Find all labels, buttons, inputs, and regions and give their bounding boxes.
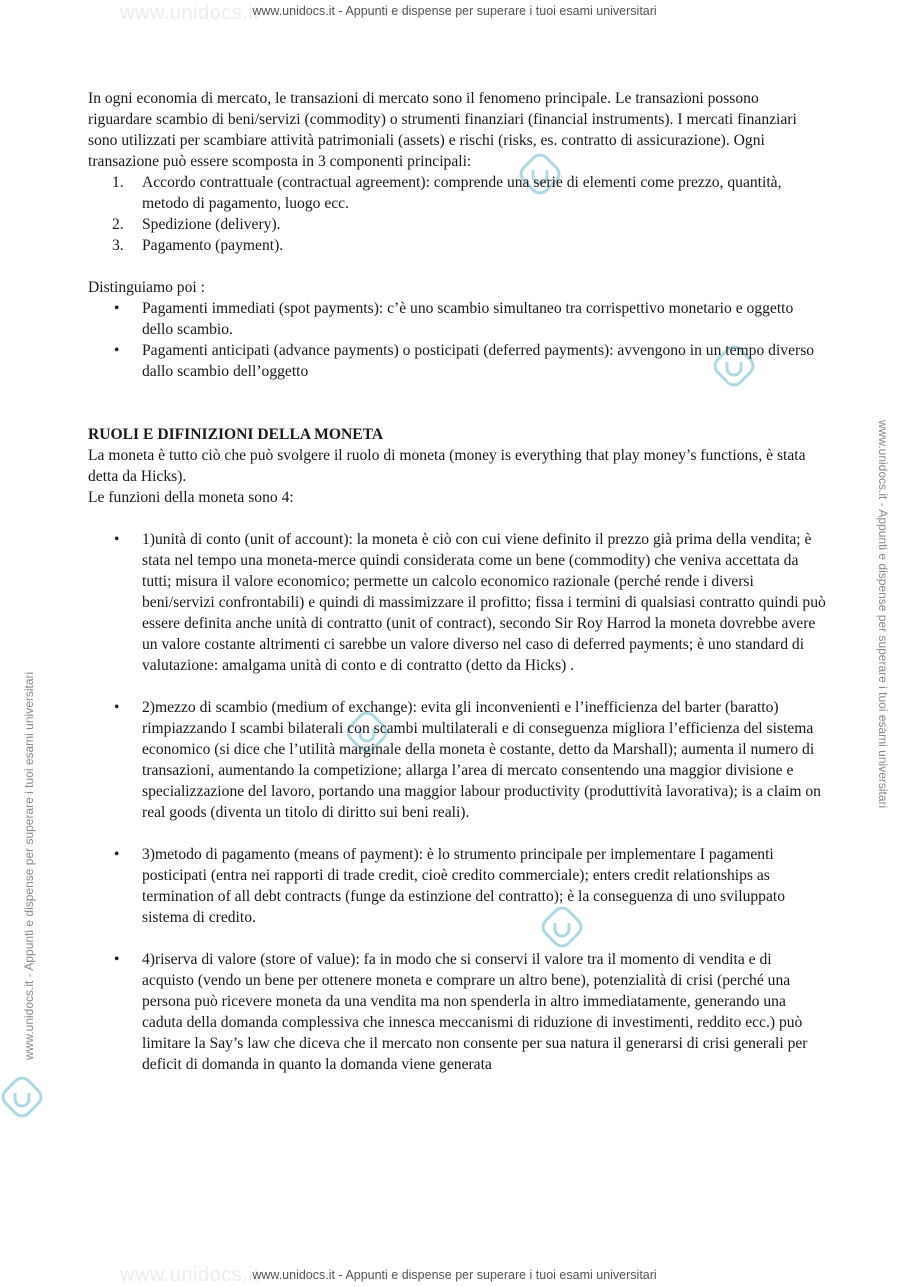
transaction-components-list (88, 172, 826, 256)
money-functions-list (88, 529, 826, 1075)
list-item (88, 340, 826, 382)
list-number: 1. (112, 174, 124, 191)
list-item (88, 844, 826, 928)
section-heading: RUOLI E DIFINIZIONI DELLA MONETA (88, 426, 384, 443)
list-item-text: Accordo contrattuale (contractual agreement): comprende una serie di elementi come prezzo, quantità, metodo di pagamento, luogo ecc. (142, 174, 782, 212)
list-item (88, 949, 826, 1075)
list-number: 3. (112, 237, 124, 254)
payments-list (88, 298, 826, 382)
bullet-icon: • (114, 699, 120, 716)
left-side-watermark: www.unidocs.it - Appunti e dispense per superare i tuoi esami universitari (22, 671, 36, 1060)
functions-intro: Le funzioni della moneta sono 4: (88, 489, 294, 506)
list-item-text: Spedizione (delivery). (142, 216, 281, 233)
unidocs-logo-watermark-icon (0, 1075, 44, 1119)
list-item (88, 697, 826, 823)
list-item-text: Pagamento (payment). (142, 237, 284, 254)
list-item-text: 4)riserva di valore (store of value): fa in modo che si conservi il valore tra il momento di vendita e di acquisto (vendo un bene per ottenere moneta e comprare un altro bene), potenzialità di crisi (perché una persona può ricevere moneta da una vendita ma non spenderla in altro immediatamente, generando una caduta della domanda complessiva che innesca meccanismi di riduzione di investimenti, reddito ecc.) può limitare la Say’s law che diceva che il mercato non consente per sua natura il generarsi di crisi generali per deficit di domanda in quanto la domanda viene generata (142, 951, 808, 1073)
list-item (88, 214, 826, 235)
bullet-icon: • (114, 846, 120, 863)
list-item (88, 235, 826, 256)
list-item-text: 1)unità di conto (unit of account): la moneta è ciò con cui viene definito il prezzo già prima della vendita; è stata nel tempo una moneta-merce quindi considerata come un bene (commodity) che veniva accettata da tutti; misura il valore economico; permette un calcolo economico razionale (perché rende i diversi beni/servizi confrontabili) e quindi di massimizzare il profitto; fissa i termini di qualsiasi contratto quindi può essere definita anche unità di contratto (unit of contract), secondo Sir Roy Harrod la moneta dovrebbe avere un valore costante altrimenti ci sarebbe un valore diverso nel caso di deferred payments; è uno standard di valutazione: amalgama unità di conto e di contratto (detto da Hicks) . (142, 531, 826, 674)
list-item (88, 298, 826, 340)
bullet-icon: • (114, 531, 120, 548)
right-side-watermark: www.unidocs.it - Appunti e dispense per superare i tuoi esami universitari (876, 420, 890, 809)
distinguish-paragraph: Distinguiamo poi : (88, 279, 205, 296)
bullet-icon: • (114, 300, 120, 317)
list-item-text: Pagamenti anticipati (advance payments) o posticipati (deferred payments): avvengono in un tempo diverso dallo scambio dell’oggetto (142, 342, 815, 380)
ghost-watermark-top: www.unidocs.it (120, 2, 260, 24)
list-item (88, 529, 826, 676)
document-body (88, 88, 826, 1075)
bullet-icon: • (114, 342, 120, 359)
page-header-watermark: www.unidocs.it - Appunti e dispense per superare i tuoi esami universitari (252, 4, 657, 18)
list-item-text: 2)mezzo di scambio (medium of exchange): evita gli inconvenienti e l’inefficienza del barter (baratto) rimpiazzando I scambi bilaterali con scambi multilaterali e di conseguenza migliora l’efficienza del sistema economico (si dice che l’utilità marginale della moneta è costante, detto da Marshall); aumenta il numero di transazioni, aumentando la competizione; allarga l’area di mercato consentendo una maggior divisione e specializzazione del lavoro, portando una maggior labour productivity (produttività lavorativa); is a claim on real goods (diventa un titolo di diritto sui beni reali). (142, 699, 821, 821)
ghost-watermark-bottom: www.unidocs.it (120, 1264, 260, 1286)
bullet-icon: • (114, 951, 120, 968)
list-number: 2. (112, 216, 124, 233)
intro-paragraph: In ogni economia di mercato, le transazioni di mercato sono il fenomeno principale. Le transazioni possono riguardare scambio di beni/servizi (commodity) o strumenti finanziari (financial instruments). I mercati finanziari sono utilizzati per scambiare attività patrimoniali (assets) e rischi (risks, es. contratto di assicurazione). Ogni transazione può essere scomposta in 3 componenti principali: (88, 90, 797, 170)
list-item (88, 172, 826, 214)
page-footer-watermark: www.unidocs.it - Appunti e dispense per superare i tuoi esami universitari (252, 1268, 657, 1282)
list-item-text: 3)metodo di pagamento (means of payment): è lo strumento principale per implementare I pagamenti posticipati (entra nei rapporti di trade credit, cioè credito commerciale); enters credit relationships as termination of all debt contracts (funge da estinzione del contratto); è la conseguenza di uno sviluppato sistema di credito. (142, 846, 786, 926)
list-item-text: Pagamenti immediati (spot payments): c’è uno scambio simultaneo tra corrispettivo monetario e oggetto dello scambio. (142, 300, 794, 338)
definition-paragraph: La moneta è tutto ciò che può svolgere il ruolo di moneta (money is everything that play money’s functions, è stata detta da Hicks). (88, 447, 806, 485)
